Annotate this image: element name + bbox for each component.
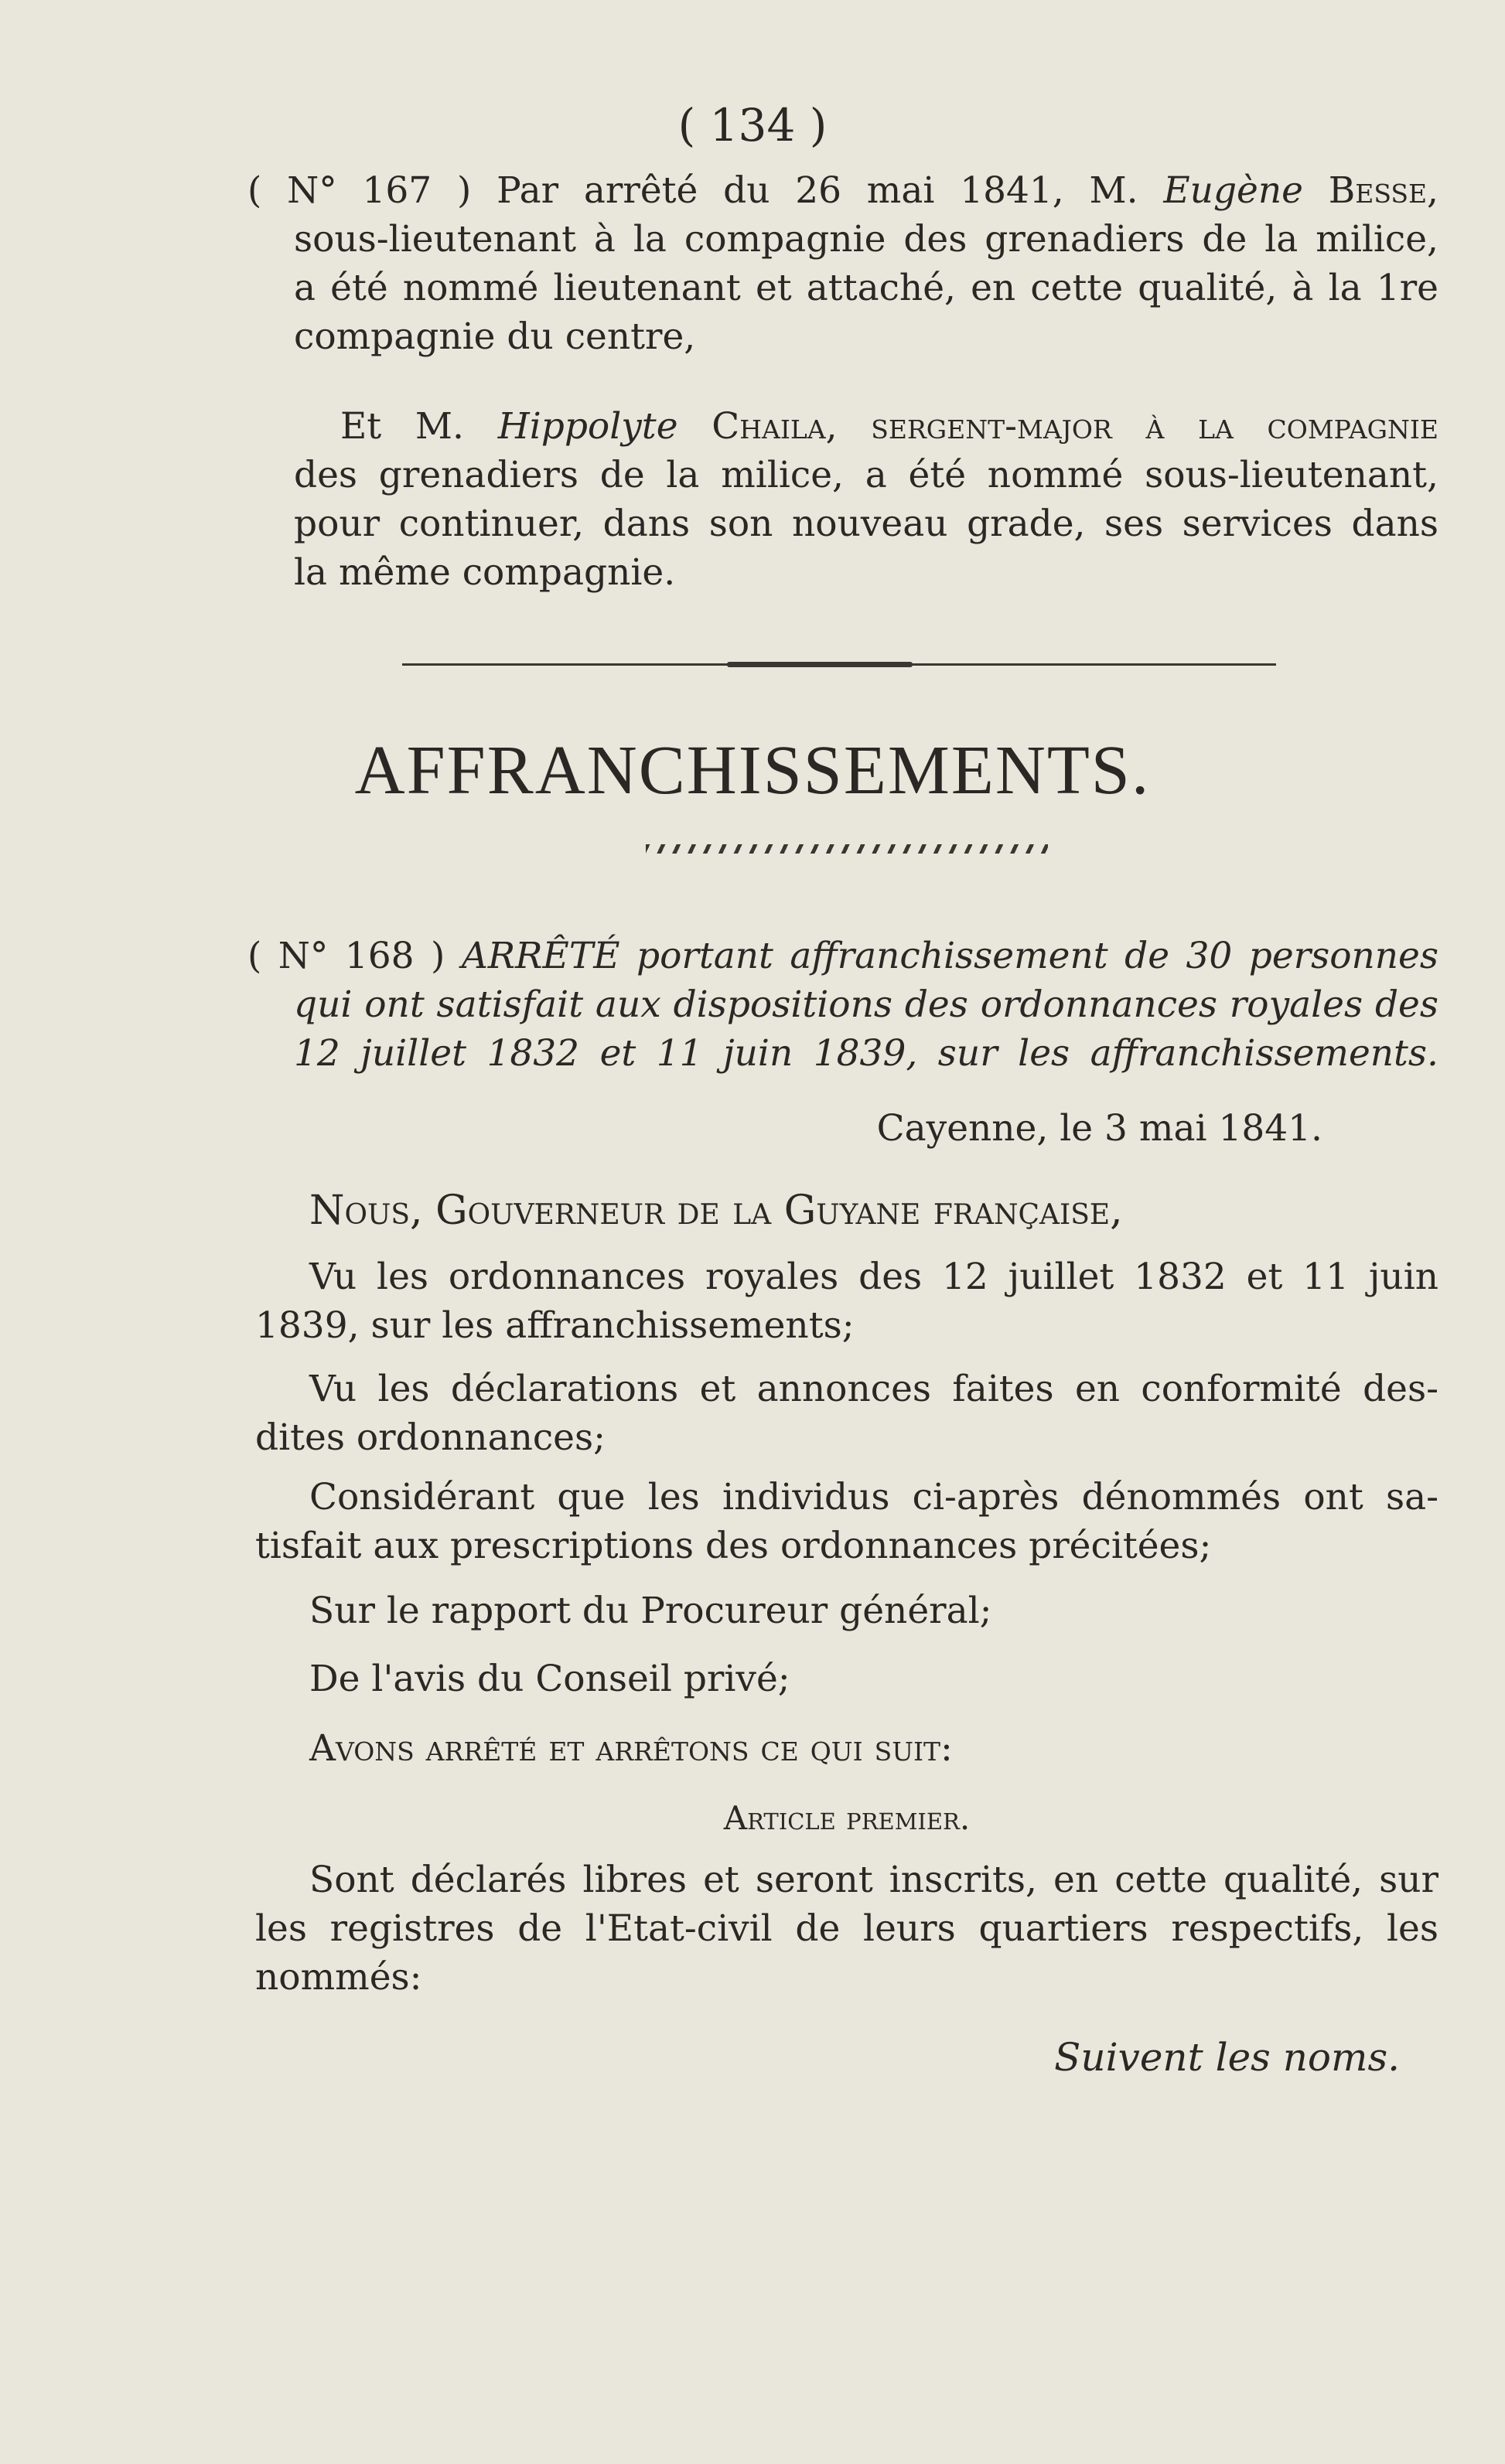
decree-vu-2: Vu les déclarations et annonces faites en conformité des- dites ordonnances;: [255, 1368, 1438, 1459]
entry-168: [247, 932, 1438, 1078]
entry-167b-line-1: Et M. Hippolyte Chaila, sergent-major à la compagnie: [340, 405, 1439, 448]
page-number: ( 134 ): [677, 99, 828, 152]
article-body: Sont déclarés libres et seront inscrits, en cette qualité, sur les registres de l'Etat-civil de leurs quartiers respectifs, les nommés:: [255, 1859, 1438, 1999]
decree-preamble: Nous, Gouverneur de la Guyane française,: [309, 1188, 1123, 1234]
decree-avons: Avons arrêté et arrêtons ce qui suit:: [309, 1727, 953, 1770]
entry-167-continuation: [294, 402, 1438, 597]
entry-167-line-2: sous-lieutenant à la compagnie des grenadiers de la milice,: [294, 218, 1438, 261]
section-divider-center: [727, 662, 913, 667]
entry-167b-line-4: la même compagnie.: [294, 551, 676, 594]
decree-avis: De l'avis du Conseil privé;: [309, 1658, 790, 1700]
entry-167-line-3: a été nommé lieutenant et attaché, en cette qualité, à la 1re: [294, 267, 1438, 309]
decree-vu-1: Vu les ordonnances royales des 12 juillet 1832 et 11 juin 1839, sur les affranchissements;: [255, 1256, 1438, 1347]
entry-167-line-1: ( N° 167 ) Par arrêté du 26 mai 1841, M. Eugène Besse,: [247, 169, 1438, 212]
entry-168-line-1: ( N° 168 ) ARRÊTÉ portant affranchissement de 30 personnes: [247, 935, 1438, 977]
entry-168-line-3: 12 juillet 1832 et 11 juin 1839, sur les affranchissements.: [294, 1032, 1438, 1075]
section-title: AFFRANCHISSEMENTS.: [354, 732, 1151, 809]
entry-167b-line-2: des grenadiers de la milice, a été nommé sous-lieutenant,: [294, 454, 1438, 496]
entry-167b-line-3: pour continuer, dans son nouveau grade, ses services dans: [294, 503, 1438, 545]
ornament-divider: [646, 844, 1048, 854]
names-follow: Suivent les noms.: [1054, 2035, 1400, 2080]
decree-rapport: Sur le rapport du Procureur général;: [309, 1590, 992, 1632]
decree-considerant: Considérant que les individus ci-après dénommés ont sa- tisfait aux prescriptions des ordonnances précitées;: [255, 1476, 1438, 1567]
place-date: Cayenne, le 3 mai 1841.: [876, 1107, 1322, 1150]
entry-167: [247, 166, 1438, 361]
entry-168-line-2: qui ont satisfait aux dispositions des ordonnances royales des: [294, 983, 1438, 1026]
article-heading: Article premier.: [723, 1799, 971, 1837]
entry-167-line-4: compagnie du centre,: [294, 315, 696, 358]
